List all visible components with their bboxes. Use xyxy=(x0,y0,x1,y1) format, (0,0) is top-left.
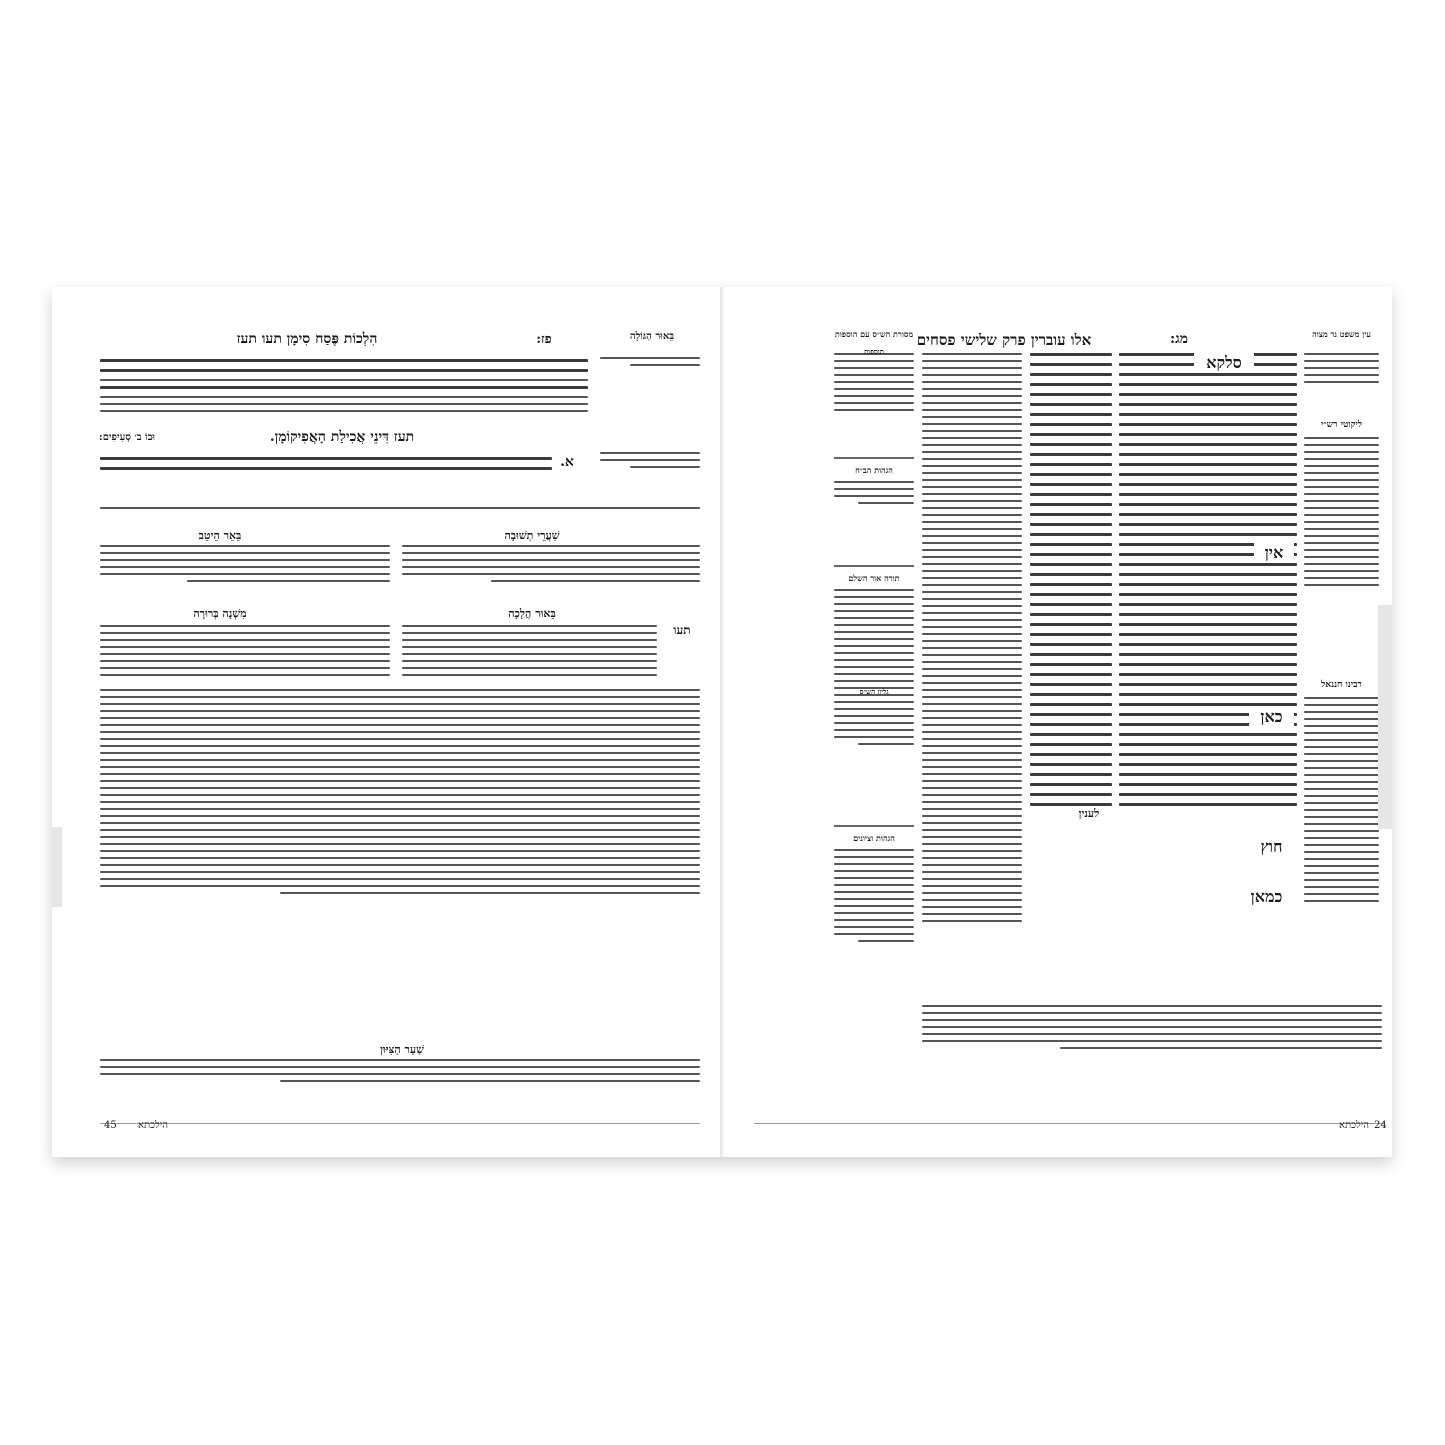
mishna-berura-full xyxy=(100,689,700,899)
right-folio-number: 24 xyxy=(1374,1120,1387,1131)
commentary-beer-heitev: בֵּאֵר הֵיטֵב xyxy=(198,529,242,542)
commentary-mishna-berura: מִשְׁנָה בְּרוּרָה xyxy=(193,607,247,620)
shaarei-teshuva-text xyxy=(402,545,700,587)
ornament-1 xyxy=(834,457,914,459)
mishna-berura-col xyxy=(100,625,390,681)
biur-halacha-col xyxy=(402,625,657,681)
ein-mishpat-notes xyxy=(1304,353,1379,388)
right-thumb-tab xyxy=(1378,605,1392,829)
left-page-label: פז: xyxy=(536,332,552,347)
gemara-left-col xyxy=(1030,353,1112,813)
torah-or-head: תורה אור השלם xyxy=(848,573,900,583)
commentary-shaarei-teshuva: שַׁעֲרֵי תְשׁוּבָה xyxy=(504,529,560,542)
shaar-hatziyun-text xyxy=(100,1059,700,1087)
seif-letter: א. xyxy=(560,454,574,470)
siman-mark: תעו xyxy=(673,623,691,637)
left-running-head: הִלְכוֹת פֶּסַח סִימָן תעו תעז xyxy=(236,331,378,347)
gemara-main-col xyxy=(1119,353,1297,813)
hagahot-tziyunim-head: הגהות וציונים xyxy=(853,833,895,843)
margin-head-masoret: מסורת הש״ס עם הוספות xyxy=(834,329,914,339)
hagahot-tziyunim-text xyxy=(834,849,914,947)
ornament-2 xyxy=(834,565,914,567)
rashi-head: ליקוטי רש״י xyxy=(1320,420,1363,430)
siman-title: תעז דִּינֵי אֲכִילַת הָאֲפִיקוֹמָן. xyxy=(269,429,415,445)
main-text-top xyxy=(100,359,588,417)
seif-text xyxy=(100,457,552,477)
bottom-commentary xyxy=(922,1005,1382,1054)
rabbeinu-chananel-text xyxy=(1304,697,1379,907)
margin-head-ein-mishpat: עין משפט נר מצוה xyxy=(1312,329,1371,339)
footnote-line xyxy=(100,507,700,514)
left-folio-number: 45 xyxy=(104,1120,117,1131)
rashi-notes xyxy=(1304,437,1379,591)
left-folio-name: הילכתא xyxy=(138,1120,169,1131)
commentary-shaar-hatziyun: שַׁעַר הַצִּיּוּן xyxy=(380,1043,424,1056)
tosafot-column xyxy=(922,353,1022,927)
right-folio-name: הילכתא xyxy=(1339,1120,1370,1131)
dibur-hamatchil-4: חוץ xyxy=(1249,837,1294,857)
hagahot-habach-head: הגהות הב״ח xyxy=(855,465,893,475)
left-margin-head: בֵּאוּר הַגּוֹלָה xyxy=(629,331,675,342)
masoret-notes xyxy=(834,353,914,416)
ornament-3 xyxy=(834,825,914,827)
right-page xyxy=(724,287,1392,1157)
book-spread xyxy=(52,287,1392,1157)
left-page xyxy=(52,287,720,1157)
left-thumb-tab xyxy=(52,827,62,907)
hagahot-habach-text xyxy=(834,481,914,509)
commentary-biur-halacha: בֵּאוּר הֲלָכָה xyxy=(508,607,556,620)
right-footer-rule xyxy=(754,1123,1384,1124)
left-footer-rule xyxy=(100,1123,700,1124)
beer-heitev-text xyxy=(100,545,390,587)
dibur-hamatchil-2: אין xyxy=(1254,543,1294,563)
tosafot-head: תוספות xyxy=(864,347,884,356)
dibur-hamatchil-6: לענין xyxy=(1064,807,1114,820)
torah-or-text xyxy=(834,589,914,750)
dibur-hamatchil-3: כאן xyxy=(1249,707,1294,727)
margin-notes xyxy=(600,357,700,371)
gilyon-hashas-head: גליון הש״ס xyxy=(859,687,889,696)
dibur-hamatchil-1: סלקא xyxy=(1194,353,1254,373)
dibur-hamatchil-5: כמאן xyxy=(1239,887,1294,907)
siman-subtitle: וּבוֹ ב׳ סְעִיפִים: xyxy=(99,432,155,443)
right-page-label: מג: xyxy=(1169,331,1189,347)
margin-notes-2 xyxy=(600,452,700,473)
right-running-head: אלו עוברין פרק שלישי פסחים xyxy=(916,331,1092,349)
rabbeinu-chananel-head: רבינו חננאל xyxy=(1321,680,1362,690)
